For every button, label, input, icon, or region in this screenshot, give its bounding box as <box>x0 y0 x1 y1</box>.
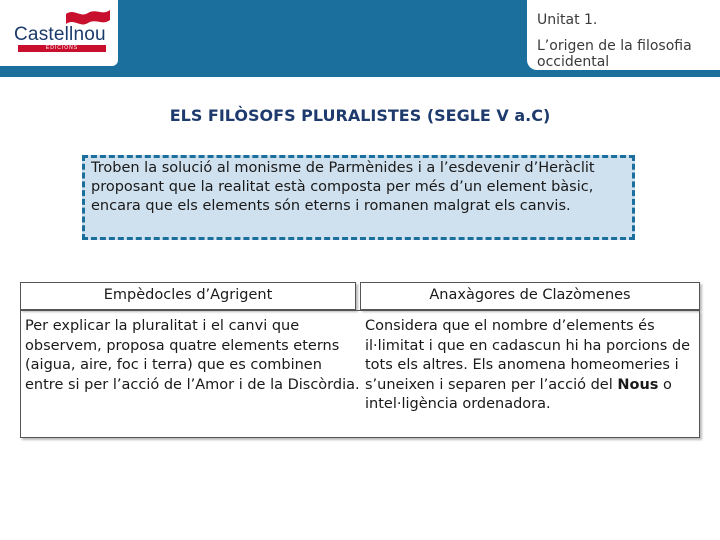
column-heading-label: Empèdocles d’Agrigent <box>103 287 273 303</box>
nous-term: Nous <box>617 376 659 393</box>
column-heading-anaxagoras <box>360 282 700 310</box>
column-heading-empedocles <box>20 282 356 310</box>
anaxagoras-text-part: Considera que el nombre d’elements és il·limitat i que en cadascun hi ha porcions de tots els altres. Els anomena homeomeries i s’uneixen i separen per l’acció del <box>365 318 691 393</box>
comparison-table-body <box>20 310 700 438</box>
logo-subtitle: EDICIONS <box>18 45 106 52</box>
intro-box <box>82 155 635 240</box>
column-heading-label: Anaxàgores de Clazòmenes <box>429 287 631 303</box>
page-title: ELS FILÒSOFS PLURALISTES (SEGLE V a.C) <box>169 106 551 125</box>
publisher-logo <box>0 0 118 66</box>
empedocles-description: Per explicar la pluralitat i el canvi que observem, proposa quatre elements eterns (aigua, aire, foc i terra) que es combinen entre si per l’acció de l’Amor i de la Discòrdia. <box>25 318 360 393</box>
intro-text: Troben la solució al monisme de Parmènides i a l’esdevenir d’Heràclit proposant que la realitat està composta per més d’un element bàsic, encara que els elements són eterns i romanen malgrat els canvis. <box>91 160 595 214</box>
anaxagoras-text-part: o intel·ligència ordenadora. <box>365 376 672 412</box>
unit-label <box>527 0 720 70</box>
flag-icon <box>64 6 112 26</box>
unit-title: L’origen de la filosofia occidental <box>537 38 692 70</box>
anaxagoras-description <box>365 317 695 415</box>
logo-name: Castellnou <box>14 24 106 45</box>
unit-number: Unitat 1. <box>537 12 598 28</box>
